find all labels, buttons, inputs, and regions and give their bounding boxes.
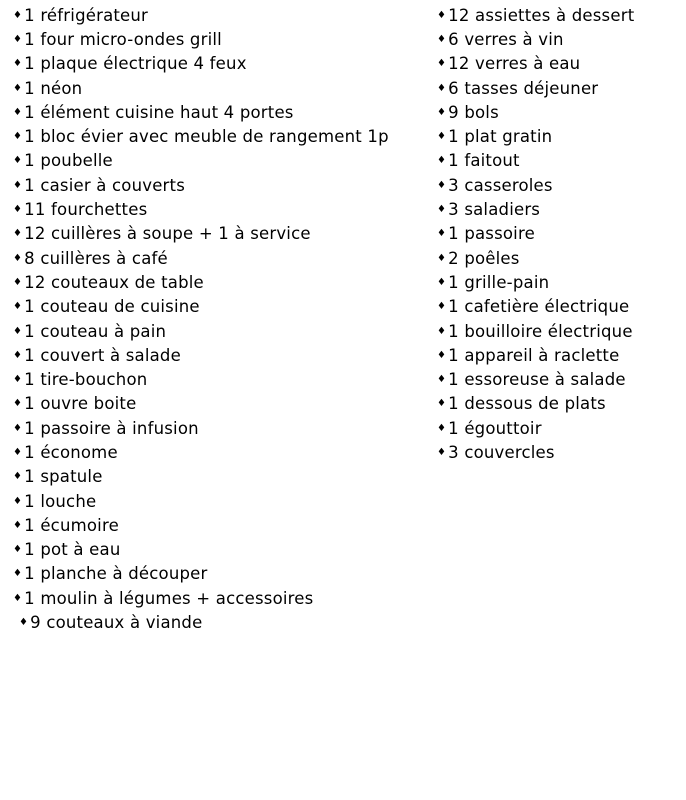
list-item (13, 416, 389, 440)
diamond-bullet-icon: ♦ (13, 495, 23, 507)
item-label: 3 couvercles (448, 442, 555, 462)
diamond-bullet-icon: ♦ (13, 422, 23, 434)
list-item (437, 416, 634, 440)
diamond-bullet-icon: ♦ (13, 374, 23, 386)
diamond-bullet-icon: ♦ (437, 131, 447, 143)
list-item (437, 197, 634, 221)
diamond-bullet-icon: ♦ (13, 131, 23, 143)
list-item (13, 513, 389, 537)
list-item (437, 367, 634, 391)
list-item (13, 392, 389, 416)
list-item (13, 562, 389, 586)
diamond-bullet-icon: ♦ (13, 106, 23, 118)
item-label: 1 passoire (448, 224, 535, 244)
list-item (437, 124, 634, 148)
diamond-bullet-icon: ♦ (19, 617, 29, 629)
diamond-bullet-icon: ♦ (437, 106, 447, 118)
item-label: 9 bols (448, 102, 499, 122)
item-label: 1 moulin à légumes + accessoires (24, 588, 314, 608)
diamond-bullet-icon: ♦ (13, 592, 23, 604)
list-item (13, 586, 389, 610)
list-item (437, 270, 634, 294)
item-label: 1 faitout (448, 151, 520, 171)
diamond-bullet-icon: ♦ (13, 398, 23, 410)
item-label: 6 verres à vin (448, 29, 564, 49)
item-label: 12 assiettes à dessert (448, 5, 635, 25)
inventory-list-right (437, 3, 634, 465)
list-item (13, 197, 389, 221)
diamond-bullet-icon: ♦ (13, 179, 23, 191)
list-item (437, 295, 634, 319)
diamond-bullet-icon: ♦ (13, 349, 23, 361)
item-label: 6 tasses déjeuner (448, 78, 599, 98)
item-label: 1 tire-bouchon (24, 370, 148, 390)
list-item (437, 52, 634, 76)
item-label: 1 plat gratin (448, 127, 553, 147)
diamond-bullet-icon: ♦ (13, 58, 23, 70)
diamond-bullet-icon: ♦ (437, 398, 447, 410)
diamond-bullet-icon: ♦ (13, 228, 23, 240)
item-label: 1 poubelle (24, 151, 113, 171)
inventory-list-left (13, 3, 389, 635)
item-label: 1 four micro-ondes grill (24, 29, 222, 49)
diamond-bullet-icon: ♦ (13, 9, 23, 21)
diamond-bullet-icon: ♦ (437, 33, 447, 45)
list-item (437, 343, 634, 367)
diamond-bullet-icon: ♦ (437, 58, 447, 70)
item-label: 1 cafetière électrique (448, 297, 630, 317)
list-item (437, 319, 634, 343)
list-item (13, 367, 389, 391)
list-item (13, 610, 389, 634)
diamond-bullet-icon: ♦ (437, 228, 447, 240)
list-item (437, 392, 634, 416)
diamond-bullet-icon: ♦ (437, 325, 447, 337)
item-label: 1 écumoire (24, 515, 119, 535)
diamond-bullet-icon: ♦ (437, 252, 447, 264)
item-label: 1 essoreuse à salade (448, 370, 626, 390)
diamond-bullet-icon: ♦ (13, 82, 23, 94)
diamond-bullet-icon: ♦ (437, 422, 447, 434)
list-item (437, 246, 634, 270)
list-item (13, 27, 389, 51)
list-item (13, 295, 389, 319)
item-label: 1 couteau de cuisine (24, 297, 200, 317)
list-item (437, 76, 634, 100)
diamond-bullet-icon: ♦ (437, 179, 447, 191)
list-item (437, 27, 634, 51)
list-item (13, 3, 389, 27)
list-item (13, 538, 389, 562)
diamond-bullet-icon: ♦ (13, 568, 23, 580)
diamond-bullet-icon: ♦ (13, 325, 23, 337)
item-label: 1 planche à découper (24, 564, 208, 584)
list-item (13, 100, 389, 124)
item-label: 1 néon (24, 78, 83, 98)
list-item (13, 465, 389, 489)
item-label: 1 élément cuisine haut 4 portes (24, 102, 294, 122)
list-item (13, 440, 389, 464)
item-label: 12 couteaux de table (24, 272, 204, 292)
item-label: 1 couvert à salade (24, 345, 181, 365)
diamond-bullet-icon: ♦ (437, 204, 447, 216)
item-label: 8 cuillères à café (24, 248, 168, 268)
item-label: 2 poêles (448, 248, 520, 268)
list-item (13, 173, 389, 197)
diamond-bullet-icon: ♦ (13, 471, 23, 483)
list-item (13, 270, 389, 294)
diamond-bullet-icon: ♦ (437, 446, 447, 458)
diamond-bullet-icon: ♦ (13, 155, 23, 167)
item-label: 1 plaque électrique 4 feux (24, 54, 247, 74)
list-item (13, 489, 389, 513)
diamond-bullet-icon: ♦ (437, 155, 447, 167)
item-label: 1 grille-pain (448, 272, 550, 292)
diamond-bullet-icon: ♦ (13, 446, 23, 458)
list-item (13, 246, 389, 270)
diamond-bullet-icon: ♦ (13, 276, 23, 288)
list-item (13, 124, 389, 148)
diamond-bullet-icon: ♦ (437, 82, 447, 94)
diamond-bullet-icon: ♦ (437, 9, 447, 21)
item-label: 1 bloc évier avec meuble de rangement 1p (24, 127, 389, 147)
diamond-bullet-icon: ♦ (437, 374, 447, 386)
list-item (437, 222, 634, 246)
item-label: 12 verres à eau (448, 54, 581, 74)
list-item (437, 100, 634, 124)
list-item (13, 222, 389, 246)
list-item (13, 52, 389, 76)
item-label: 1 appareil à raclette (448, 345, 620, 365)
diamond-bullet-icon: ♦ (437, 276, 447, 288)
item-label: 3 saladiers (448, 200, 541, 220)
item-label: 1 couteau à pain (24, 321, 167, 341)
diamond-bullet-icon: ♦ (437, 349, 447, 361)
item-label: 1 égouttoir (448, 418, 542, 438)
diamond-bullet-icon: ♦ (13, 519, 23, 531)
diamond-bullet-icon: ♦ (13, 204, 23, 216)
diamond-bullet-icon: ♦ (13, 301, 23, 313)
diamond-bullet-icon: ♦ (13, 544, 23, 556)
item-label: 3 casseroles (448, 175, 553, 195)
item-label: 12 cuillères à soupe + 1 à service (24, 224, 311, 244)
list-item (437, 173, 634, 197)
item-label: 1 passoire à infusion (24, 418, 199, 438)
item-label: 11 fourchettes (24, 200, 148, 220)
item-label: 1 spatule (24, 467, 103, 487)
list-item (13, 343, 389, 367)
diamond-bullet-icon: ♦ (437, 301, 447, 313)
diamond-bullet-icon: ♦ (13, 252, 23, 264)
item-label: 1 ouvre boite (24, 394, 137, 414)
item-label: 9 couteaux à viande (30, 613, 203, 633)
item-label: 1 casier à couverts (24, 175, 186, 195)
list-item (437, 149, 634, 173)
item-label: 1 louche (24, 491, 97, 511)
item-label: 1 bouilloire électrique (448, 321, 633, 341)
list-item (13, 319, 389, 343)
diamond-bullet-icon: ♦ (13, 33, 23, 45)
list-item (13, 149, 389, 173)
item-label: 1 dessous de plats (448, 394, 606, 414)
item-label: 1 économe (24, 442, 118, 462)
item-label: 1 pot à eau (24, 540, 121, 560)
list-item (437, 3, 634, 27)
item-label: 1 réfrigérateur (24, 5, 149, 25)
list-item (13, 76, 389, 100)
list-item (437, 440, 634, 464)
